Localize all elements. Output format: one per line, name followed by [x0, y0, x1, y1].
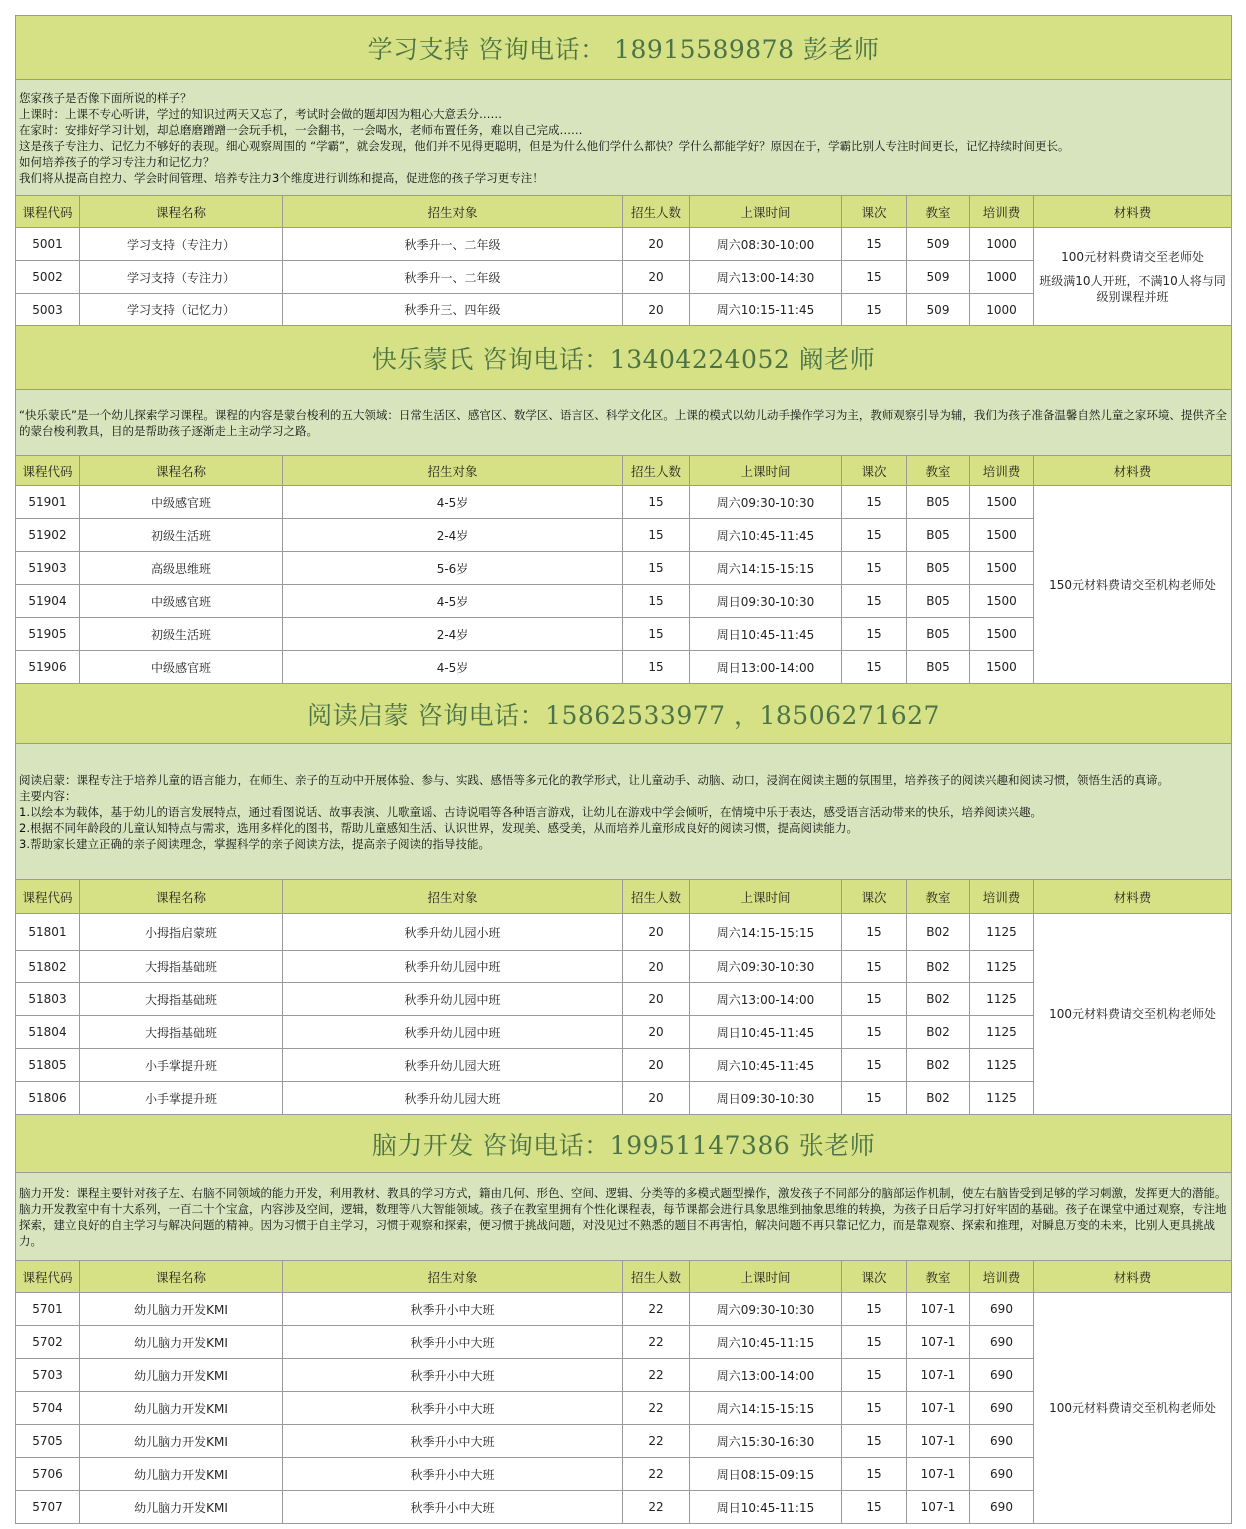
cell-course-name: 幼儿脑力开发KMI: [80, 1326, 283, 1359]
cell-course-code: 5001: [16, 228, 80, 261]
cell-material-fee: [1034, 914, 1232, 1115]
cell-course-name: 小手掌提升班: [80, 1049, 283, 1082]
cell-enrollment: 20: [623, 914, 690, 951]
cell-course-code: 51905: [16, 618, 80, 651]
header-course-code: 课程代码: [16, 1261, 80, 1293]
header-target-audience: 招生对象: [283, 1261, 623, 1293]
cell-classroom: B02: [907, 1082, 970, 1115]
cell-course-name: 幼儿脑力开发KMI: [80, 1425, 283, 1458]
course-schedule-table: [15, 15, 1232, 1524]
cell-material-fee: [1034, 486, 1232, 684]
cell-tuition: 1125: [970, 1049, 1034, 1082]
header-class-time: 上课时间: [690, 1261, 842, 1293]
cell-class-time: 周六13:00-14:00: [690, 1359, 842, 1392]
header-classroom: 教室: [907, 196, 970, 228]
section-description-row: [16, 80, 1232, 196]
header-tuition: 培训费: [970, 196, 1034, 228]
description-line: 我们将从提高自控力、学会时间管理、培养专注力3个维度进行训练和提高，促进您的孩子学习更专注！: [19, 170, 544, 185]
section-description-row: [16, 744, 1232, 880]
cell-tuition: 1125: [970, 951, 1034, 983]
cell-class-time: 周六10:45-11:45: [690, 1049, 842, 1082]
column-header-row: [16, 456, 1232, 486]
cell-tuition: 1500: [970, 486, 1034, 519]
table-row: [16, 914, 1232, 951]
cell-course-code: 51902: [16, 519, 80, 552]
header-course-name: 课程名称: [80, 456, 283, 486]
header-sessions: 课次: [842, 1261, 907, 1293]
cell-enrollment: 20: [623, 1049, 690, 1082]
cell-class-time: 周六13:00-14:00: [690, 983, 842, 1016]
section-title-row: [16, 684, 1232, 744]
cell-sessions: 15: [842, 1392, 907, 1425]
header-enrollment: 招生人数: [623, 880, 690, 914]
cell-tuition: 1500: [970, 651, 1034, 684]
cell-tuition: 690: [970, 1425, 1034, 1458]
cell-tuition: 690: [970, 1326, 1034, 1359]
cell-enrollment: 15: [623, 585, 690, 618]
cell-class-time: 周日10:45-11:15: [690, 1491, 842, 1524]
cell-tuition: 690: [970, 1293, 1034, 1326]
section-title-row: [16, 16, 1232, 80]
cell-enrollment: 20: [623, 261, 690, 294]
header-course-name: 课程名称: [80, 880, 283, 914]
description-line: 上课时：上课不专心听讲，学过的知识过两天又忘了，考试时会做的题却因为粗心大意丢分……: [19, 106, 502, 121]
cell-course-code: 51903: [16, 552, 80, 585]
cell-course-code: 5003: [16, 294, 80, 326]
cell-course-code: 5702: [16, 1326, 80, 1359]
cell-course-code: 5706: [16, 1458, 80, 1491]
cell-material-fee: [1034, 228, 1232, 326]
description-line: 1.以绘本为载体，基于幼儿的语言发展特点，通过看图说话、故事表演、儿歌童谣、古诗说唱等各种语言游戏，让幼儿在游戏中学会倾听，在情境中乐于表达，感受语言活动带来的快乐，培养阅读兴趣。: [19, 804, 1042, 819]
cell-classroom: B05: [907, 486, 970, 519]
cell-target-audience: 秋季升小中大班: [283, 1491, 623, 1524]
cell-enrollment: 20: [623, 228, 690, 261]
cell-course-name: 小拇指启蒙班: [80, 914, 283, 951]
cell-enrollment: 22: [623, 1458, 690, 1491]
section-description-row: [16, 1173, 1232, 1261]
cell-class-time: 周日09:30-10:30: [690, 1082, 842, 1115]
cell-enrollment: 15: [623, 519, 690, 552]
cell-enrollment: 22: [623, 1392, 690, 1425]
cell-class-time: 周六13:00-14:30: [690, 261, 842, 294]
cell-class-time: 周六08:30-10:00: [690, 228, 842, 261]
cell-sessions: 15: [842, 552, 907, 585]
cell-enrollment: 15: [623, 618, 690, 651]
header-material-fee: 材料费: [1034, 196, 1232, 228]
cell-course-name: 幼儿脑力开发KMI: [80, 1392, 283, 1425]
description-line: 3.帮助家长建立正确的亲子阅读理念，掌握科学的亲子阅读方法，提高亲子阅读的指导技能。: [19, 836, 490, 851]
column-header-row: [16, 196, 1232, 228]
cell-course-code: 5701: [16, 1293, 80, 1326]
cell-target-audience: 4-5岁: [283, 585, 623, 618]
cell-course-code: 51804: [16, 1016, 80, 1049]
course-schedule-sheet: [15, 15, 1231, 1524]
cell-sessions: 15: [842, 486, 907, 519]
header-tuition: 培训费: [970, 880, 1034, 914]
header-classroom: 教室: [907, 880, 970, 914]
cell-classroom: B05: [907, 618, 970, 651]
cell-course-name: 幼儿脑力开发KMI: [80, 1293, 283, 1326]
cell-target-audience: 秋季升小中大班: [283, 1359, 623, 1392]
cell-enrollment: 20: [623, 983, 690, 1016]
cell-enrollment: 22: [623, 1359, 690, 1392]
header-course-code: 课程代码: [16, 456, 80, 486]
header-material-fee: 材料费: [1034, 1261, 1232, 1293]
cell-course-code: 5707: [16, 1491, 80, 1524]
cell-course-name: 大拇指基础班: [80, 951, 283, 983]
cell-class-time: 周六10:15-11:45: [690, 294, 842, 326]
cell-course-name: 学习支持（专注力）: [80, 261, 283, 294]
cell-course-name: 中级感官班: [80, 486, 283, 519]
table-row: [16, 486, 1232, 519]
cell-class-time: 周日09:30-10:30: [690, 585, 842, 618]
cell-sessions: 15: [842, 651, 907, 684]
cell-classroom: 107-1: [907, 1326, 970, 1359]
cell-class-time: 周六15:30-16:30: [690, 1425, 842, 1458]
cell-classroom: B05: [907, 651, 970, 684]
cell-tuition: 1000: [970, 261, 1034, 294]
section-title: 学习支持 咨询电话： 18915589878 彭老师: [16, 16, 1232, 80]
cell-course-name: 小手掌提升班: [80, 1082, 283, 1115]
cell-classroom: B02: [907, 1016, 970, 1049]
cell-course-code: 5703: [16, 1359, 80, 1392]
description-line: 主要内容：: [19, 788, 77, 803]
cell-class-time: 周六10:45-11:15: [690, 1326, 842, 1359]
table-row: [16, 1293, 1232, 1326]
cell-class-time: 周六09:30-10:30: [690, 1293, 842, 1326]
cell-target-audience: 秋季升小中大班: [283, 1458, 623, 1491]
cell-target-audience: 秋季升小中大班: [283, 1425, 623, 1458]
cell-classroom: B02: [907, 1049, 970, 1082]
description-line: 如何培养孩子的学习专注力和记忆力？: [19, 154, 215, 169]
cell-course-code: 5705: [16, 1425, 80, 1458]
cell-classroom: 107-1: [907, 1359, 970, 1392]
description-line: 阅读启蒙：课程专注于培养儿童的语言能力，在师生、亲子的互动中开展体验、参与、实践、感悟等多元化的教学形式，让儿童动手、动脑、动口，浸润在阅读主题的氛围里，培养孩子的阅读兴趣和阅读习惯，领悟生活的真谛。: [19, 772, 1169, 787]
cell-enrollment: 22: [623, 1326, 690, 1359]
cell-tuition: 1500: [970, 519, 1034, 552]
cell-class-time: 周六09:30-10:30: [690, 951, 842, 983]
cell-target-audience: 秋季升幼儿园中班: [283, 1016, 623, 1049]
cell-course-code: 51906: [16, 651, 80, 684]
cell-course-code: 51904: [16, 585, 80, 618]
cell-tuition: 690: [970, 1359, 1034, 1392]
cell-classroom: 107-1: [907, 1425, 970, 1458]
cell-course-name: 学习支持（专注力）: [80, 228, 283, 261]
section-description: [16, 1173, 1232, 1261]
cell-sessions: 15: [842, 1082, 907, 1115]
cell-classroom: 107-1: [907, 1491, 970, 1524]
header-enrollment: 招生人数: [623, 196, 690, 228]
cell-course-name: 幼儿脑力开发KMI: [80, 1491, 283, 1524]
cell-sessions: 15: [842, 261, 907, 294]
cell-classroom: B05: [907, 519, 970, 552]
cell-sessions: 15: [842, 1359, 907, 1392]
cell-course-code: 51805: [16, 1049, 80, 1082]
cell-class-time: 周六09:30-10:30: [690, 486, 842, 519]
cell-course-code: 5704: [16, 1392, 80, 1425]
cell-sessions: 15: [842, 585, 907, 618]
material-note: 100元材料费请交至机构老师处: [1049, 1401, 1216, 1415]
cell-class-time: 周日10:45-11:45: [690, 1016, 842, 1049]
description-line: “快乐蒙氏”是一个幼儿探索学习课程。课程的内容是蒙台梭利的五大领域：日常生活区、感官区、数学区、语言区、科学文化区。上课的模式以幼儿动手操作学习为主，教师观察引导为辅，我们为孩子准备温馨自然儿童之家环境、提供齐全的蒙台梭利教具，目的是帮助孩子逐渐走上主动学习之路。: [19, 407, 1227, 438]
cell-class-time: 周六10:45-11:45: [690, 519, 842, 552]
cell-target-audience: 5-6岁: [283, 552, 623, 585]
section-title-row: [16, 326, 1232, 390]
cell-tuition: 690: [970, 1491, 1034, 1524]
cell-course-name: 高级思维班: [80, 552, 283, 585]
section-description: [16, 80, 1232, 196]
cell-tuition: 1000: [970, 228, 1034, 261]
cell-tuition: 1125: [970, 983, 1034, 1016]
cell-classroom: 509: [907, 228, 970, 261]
cell-target-audience: 秋季升一、二年级: [283, 228, 623, 261]
cell-tuition: 1000: [970, 294, 1034, 326]
cell-material-fee: [1034, 1293, 1232, 1524]
cell-classroom: B05: [907, 552, 970, 585]
cell-target-audience: 秋季升幼儿园大班: [283, 1049, 623, 1082]
cell-enrollment: 20: [623, 951, 690, 983]
header-material-fee: 材料费: [1034, 880, 1232, 914]
cell-classroom: 107-1: [907, 1458, 970, 1491]
section-title: 阅读启蒙 咨询电话：15862533977 ，18506271627: [16, 684, 1232, 744]
cell-classroom: 509: [907, 261, 970, 294]
cell-sessions: 15: [842, 519, 907, 552]
cell-enrollment: 22: [623, 1293, 690, 1326]
cell-sessions: 15: [842, 951, 907, 983]
material-spacer: [1036, 265, 1229, 273]
cell-target-audience: 4-5岁: [283, 486, 623, 519]
cell-enrollment: 20: [623, 294, 690, 326]
cell-target-audience: 2-4岁: [283, 618, 623, 651]
cell-tuition: 1125: [970, 914, 1034, 951]
cell-course-name: 学习支持（记忆力）: [80, 294, 283, 326]
cell-enrollment: 22: [623, 1491, 690, 1524]
header-target-audience: 招生对象: [283, 880, 623, 914]
cell-classroom: B02: [907, 983, 970, 1016]
cell-target-audience: 秋季升幼儿园大班: [283, 1082, 623, 1115]
cell-target-audience: 秋季升幼儿园小班: [283, 914, 623, 951]
header-target-audience: 招生对象: [283, 456, 623, 486]
cell-enrollment: 15: [623, 552, 690, 585]
material-note: 100元材料费请交至老师处: [1061, 249, 1204, 264]
cell-sessions: 15: [842, 228, 907, 261]
description-line: 您家孩子是否像下面所说的样子？: [19, 90, 192, 105]
cell-course-name: 初级生活班: [80, 618, 283, 651]
cell-classroom: 509: [907, 294, 970, 326]
section-title-row: [16, 1115, 1232, 1173]
header-sessions: 课次: [842, 456, 907, 486]
header-tuition: 培训费: [970, 456, 1034, 486]
cell-classroom: B02: [907, 951, 970, 983]
cell-class-time: 周六14:15-15:15: [690, 552, 842, 585]
cell-sessions: 15: [842, 1293, 907, 1326]
cell-sessions: 15: [842, 1049, 907, 1082]
cell-course-name: 幼儿脑力开发KMI: [80, 1458, 283, 1491]
cell-enrollment: 15: [623, 486, 690, 519]
cell-target-audience: 秋季升小中大班: [283, 1293, 623, 1326]
header-class-time: 上课时间: [690, 196, 842, 228]
header-classroom: 教室: [907, 1261, 970, 1293]
cell-classroom: 107-1: [907, 1392, 970, 1425]
cell-tuition: 690: [970, 1458, 1034, 1491]
header-class-time: 上课时间: [690, 456, 842, 486]
header-course-code: 课程代码: [16, 880, 80, 914]
cell-tuition: 1125: [970, 1082, 1034, 1115]
cell-class-time: 周日10:45-11:45: [690, 618, 842, 651]
header-sessions: 课次: [842, 196, 907, 228]
section-description: [16, 390, 1232, 456]
cell-classroom: 107-1: [907, 1293, 970, 1326]
cell-enrollment: 20: [623, 1016, 690, 1049]
cell-target-audience: 秋季升一、二年级: [283, 261, 623, 294]
header-enrollment: 招生人数: [623, 1261, 690, 1293]
cell-target-audience: 秋季升幼儿园中班: [283, 951, 623, 983]
cell-target-audience: 秋季升三、四年级: [283, 294, 623, 326]
header-sessions: 课次: [842, 880, 907, 914]
cell-enrollment: 15: [623, 651, 690, 684]
description-line: 在家时：安排好学习计划，却总磨磨蹭蹭一会玩手机，一会翻书，一会喝水，老师布置任务，难以自己完成……: [19, 122, 583, 137]
cell-class-time: 周日08:15-09:15: [690, 1458, 842, 1491]
cell-tuition: 1500: [970, 618, 1034, 651]
cell-course-name: 初级生活班: [80, 519, 283, 552]
cell-course-code: 5002: [16, 261, 80, 294]
cell-sessions: 15: [842, 1326, 907, 1359]
header-tuition: 培训费: [970, 1261, 1034, 1293]
cell-sessions: 15: [842, 983, 907, 1016]
cell-course-code: 51806: [16, 1082, 80, 1115]
description-line: 脑力开发：课程主要针对孩子左、右脑不同领域的能力开发，利用教材、教具的学习方式，籍由几何、形色、空间、逻辑、分类等的多模式题型操作，激发孩子不同部分的脑部运作机制，使左右脑皆受到足够的学习刺激，发挥更大的潜能。脑力开发教室中有十大系列，一百二十个宝盒，内容涉及空间，逻辑，数理等八大智能领域。孩子在教室里拥有个性化课程表，每节课都会进行具象思维到抽象思维的转换，为孩子日后学习打好牢固的基础。孩子在课堂中通过观察，专注地探索，建立良好的自主学习与解决问题的精神。因为习惯于自主学习，习惯于观察和探索，便习惯于挑战问题，对没见过不熟悉的题目不再害怕，解决问题不再只靠记忆力，而是靠观察、探索和推理，对瞬息万变的未来，比别人更具挑战力。: [19, 1185, 1227, 1248]
header-material-fee: 材料费: [1034, 456, 1232, 486]
cell-course-name: 幼儿脑力开发KMI: [80, 1359, 283, 1392]
cell-class-time: 周日13:00-14:00: [690, 651, 842, 684]
cell-sessions: 15: [842, 1491, 907, 1524]
section-title: 脑力开发 咨询电话：19951147386 张老师: [16, 1115, 1232, 1173]
description-line: 这是孩子专注力、记忆力不够好的表现。细心观察周围的 “学霸”，就会发现，他们并不见得更聪明，但是为什么他们学什么都快？学什么都能学好？原因在于，学霸比别人专注时间更长，记忆持续时间更长。: [19, 138, 1070, 153]
material-note: 100元材料费请交至机构老师处: [1049, 1007, 1216, 1021]
cell-course-name: 大拇指基础班: [80, 983, 283, 1016]
section-title: 快乐蒙氏 咨询电话：13404224052 阚老师: [16, 326, 1232, 390]
description-line: 2.根据不同年龄段的儿童认知特点与需求，选用多样化的图书，帮助儿童感知生活、认识世界，发现美、感受美，从而培养儿童形成良好的阅读习惯，提高阅读能力。: [19, 820, 858, 835]
cell-target-audience: 秋季升幼儿园中班: [283, 983, 623, 1016]
cell-course-code: 51901: [16, 486, 80, 519]
cell-tuition: 1500: [970, 552, 1034, 585]
cell-sessions: 15: [842, 1425, 907, 1458]
cell-course-name: 中级感官班: [80, 585, 283, 618]
column-header-row: [16, 880, 1232, 914]
header-course-name: 课程名称: [80, 1261, 283, 1293]
header-classroom: 教室: [907, 456, 970, 486]
cell-sessions: 15: [842, 1458, 907, 1491]
cell-sessions: 15: [842, 294, 907, 326]
cell-target-audience: 2-4岁: [283, 519, 623, 552]
column-header-row: [16, 1261, 1232, 1293]
cell-enrollment: 22: [623, 1425, 690, 1458]
header-course-code: 课程代码: [16, 196, 80, 228]
cell-tuition: 690: [970, 1392, 1034, 1425]
table-row: [16, 228, 1232, 261]
cell-sessions: 15: [842, 618, 907, 651]
cell-course-code: 51803: [16, 983, 80, 1016]
section-description-row: [16, 390, 1232, 456]
cell-sessions: 15: [842, 1016, 907, 1049]
cell-classroom: B02: [907, 914, 970, 951]
section-description: [16, 744, 1232, 880]
cell-sessions: 15: [842, 914, 907, 951]
header-course-name: 课程名称: [80, 196, 283, 228]
cell-target-audience: 4-5岁: [283, 651, 623, 684]
header-enrollment: 招生人数: [623, 456, 690, 486]
cell-classroom: B05: [907, 585, 970, 618]
material-note: 150元材料费请交至机构老师处: [1049, 577, 1216, 592]
cell-class-time: 周六14:15-15:15: [690, 1392, 842, 1425]
cell-class-time: 周六14:15-15:15: [690, 914, 842, 951]
material-note: 班级满10人开班，不满10人将与同级别课程并班: [1039, 273, 1226, 304]
header-target-audience: 招生对象: [283, 196, 623, 228]
header-class-time: 上课时间: [690, 880, 842, 914]
cell-target-audience: 秋季升小中大班: [283, 1392, 623, 1425]
cell-course-code: 51802: [16, 951, 80, 983]
cell-target-audience: 秋季升小中大班: [283, 1326, 623, 1359]
cell-course-name: 大拇指基础班: [80, 1016, 283, 1049]
cell-tuition: 1125: [970, 1016, 1034, 1049]
cell-tuition: 1500: [970, 585, 1034, 618]
cell-course-code: 51801: [16, 914, 80, 951]
cell-course-name: 中级感官班: [80, 651, 283, 684]
cell-enrollment: 20: [623, 1082, 690, 1115]
